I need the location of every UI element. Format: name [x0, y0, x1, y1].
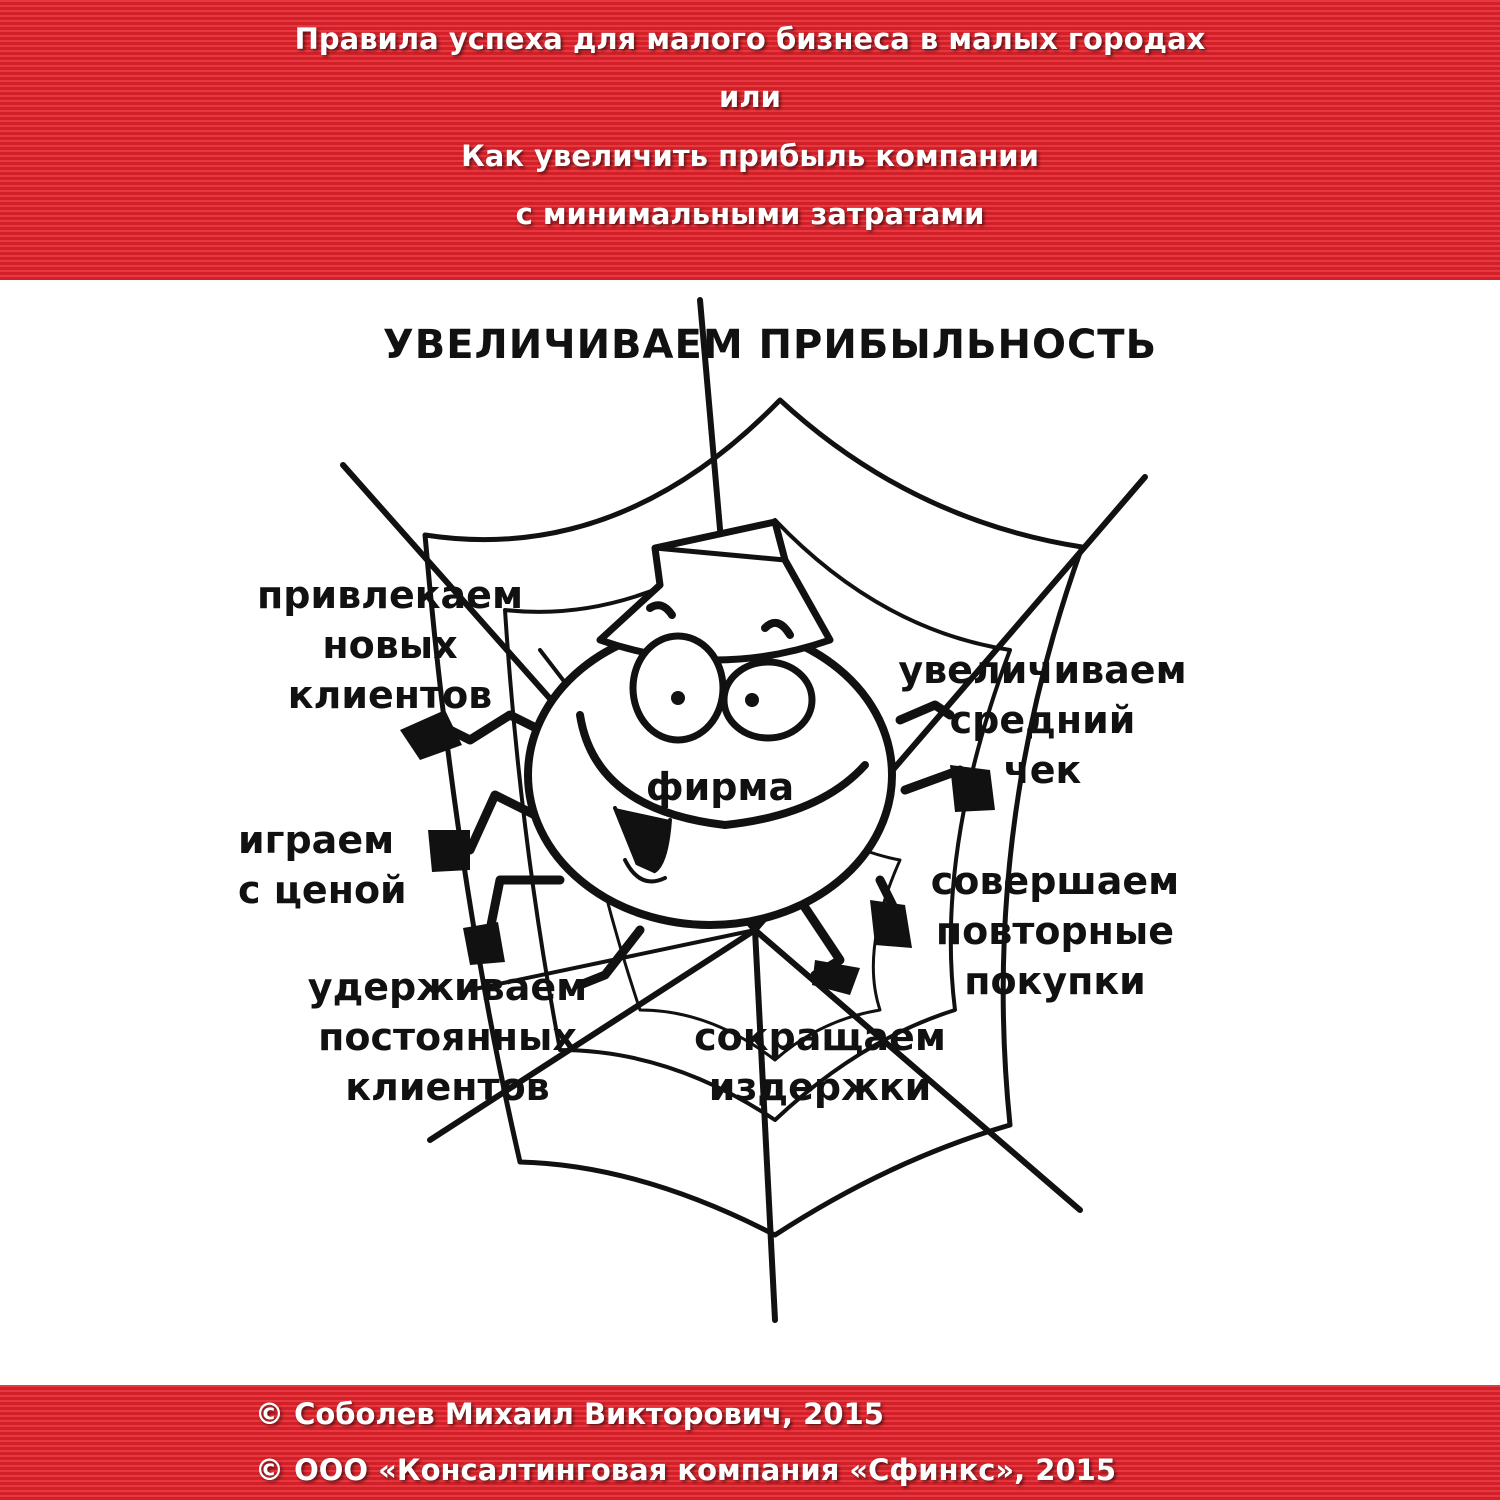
header-line-3: Как увеличить прибыль компании: [461, 139, 1039, 173]
label-average-check: увеличиваем средний чек: [898, 648, 1187, 792]
copyright-company: © ООО «Консалтинговая компания «Сфинкс», 2015: [255, 1453, 1116, 1487]
header-line-2: или: [719, 80, 781, 114]
label-repeat-purchases: совершаем повторные покупки: [930, 859, 1180, 1003]
diagram-title: УВЕЛИЧИВАЕМ ПРИБЫЛЬНОСТЬ: [382, 322, 1158, 368]
label-retain-clients: удерживаем постоянных клиентов: [307, 965, 588, 1109]
label-new-clients: привлекаем новых клиентов: [257, 573, 523, 717]
center-label: фирма: [645, 765, 795, 809]
copyright-author: © Соболев Михаил Викторович, 2015: [255, 1397, 884, 1431]
label-cut-costs: сокращаем издержки: [694, 1015, 946, 1109]
label-price: играем с ценой: [238, 818, 407, 912]
header-line-1: Правила успеха для малого бизнеса в малых городах: [294, 22, 1206, 56]
header-line-4: с минимальными затратами: [515, 197, 985, 231]
footer-band: [0, 1385, 1500, 1500]
